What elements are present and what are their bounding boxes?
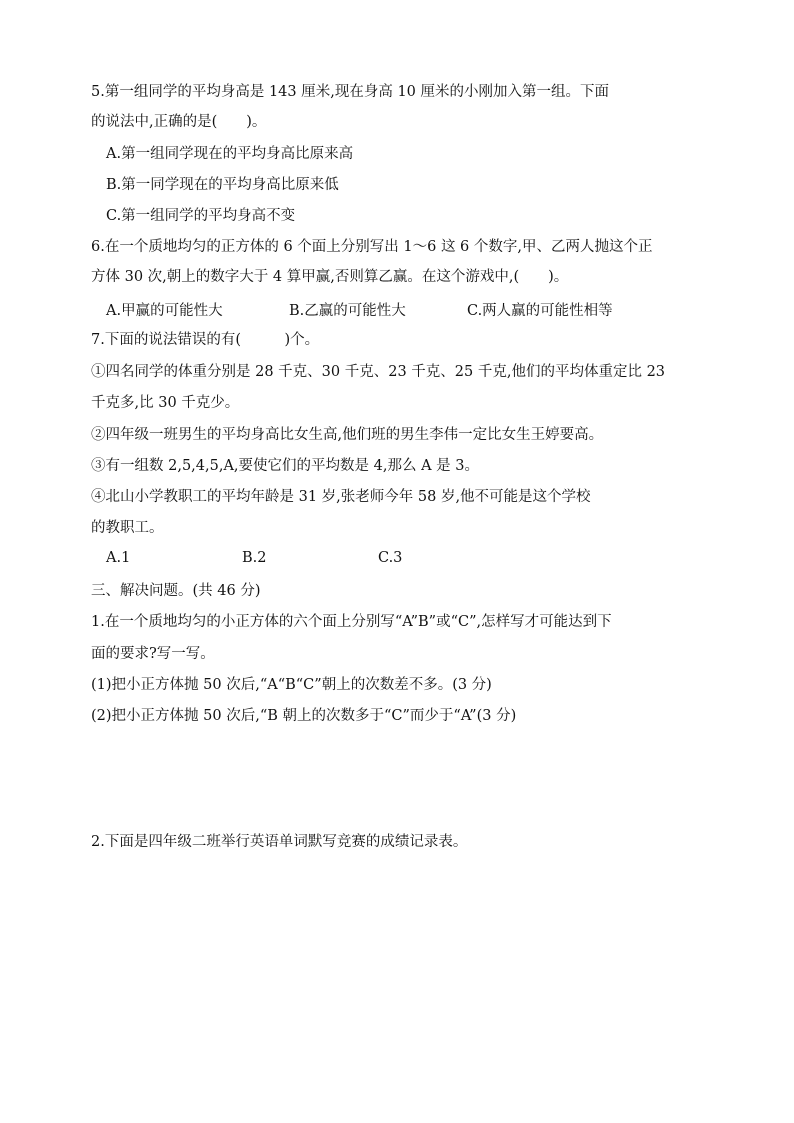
q7-statement-4-line2: 的教职工。	[91, 520, 164, 536]
q6-option-a: A.甲赢的可能性大	[106, 303, 223, 319]
q7-option-a: A.1	[106, 550, 131, 566]
section-3-heading: 三、解决问题。(共 46 分)	[91, 583, 261, 599]
q6-option-c: C.两人赢的可能性相等	[467, 303, 613, 319]
q7-option-c: C.3	[378, 550, 403, 566]
q5-option-b: B.第一同学现在的平均身高比原来低	[106, 177, 339, 193]
q5-option-a: A.第一组同学现在的平均身高比原来高	[106, 146, 354, 162]
q7-statement-4-line1: ④北山小学教职工的平均年龄是 31 岁,张老师今年 58 岁,他不可能是这个学校	[91, 489, 591, 505]
q7-statement-1-line2: 千克多,比 30 千克少。	[91, 395, 240, 411]
q6-stem-line2: 方体 30 次,朝上的数字大于 4 算甲赢,否则算乙赢。在这个游戏中,( )。	[91, 269, 569, 285]
q7-statement-1-line1: ①四名同学的体重分别是 28 千克、30 千克、23 千克、25 千克,他们的平均体重定比 23	[91, 364, 666, 380]
q5-option-c: C.第一组同学的平均身高不变	[106, 208, 296, 224]
problem-2-stem: 2.下面是四年级二班举行英语单词默写竞赛的成绩记录表。	[91, 834, 468, 850]
q5-stem-line2: 的说法中,正确的是( )。	[91, 114, 267, 130]
problem-1-line1: 1.在一个质地均匀的小正方体的六个面上分别写“A”B”或“C”,怎样写才可能达到下	[91, 614, 612, 630]
problem-1-part-1: (1)把小正方体抛 50 次后,“A“B“C”朝上的次数差不多。(3 分)	[91, 677, 492, 693]
q5-stem-line1: 5.第一组同学的平均身高是 143 厘米,现在身高 10 厘米的小刚加入第一组。下面	[91, 84, 610, 100]
q6-stem-line1: 6.在一个质地均匀的正方体的 6 个面上分别写出 1～6 这 6 个数字,甲、乙两人抛这个正	[91, 239, 653, 255]
q6-option-b: B.乙赢的可能性大	[289, 303, 406, 319]
q7-statement-2: ②四年级一班男生的平均身高比女生高,他们班的男生李伟一定比女生王婷要高。	[91, 427, 604, 443]
problem-1-line2: 面的要求?写一写。	[91, 646, 215, 662]
problem-1-part-2: (2)把小正方体抛 50 次后,“B 朝上的次数多于“C”而少于“A”(3 分)	[91, 708, 517, 724]
q7-stem: 7.下面的说法错误的有( )个。	[91, 332, 320, 348]
q7-statement-3: ③有一组数 2,5,4,5,A,要使它们的平均数是 4,那么 A 是 3。	[91, 458, 479, 474]
q7-option-b: B.2	[242, 550, 267, 566]
